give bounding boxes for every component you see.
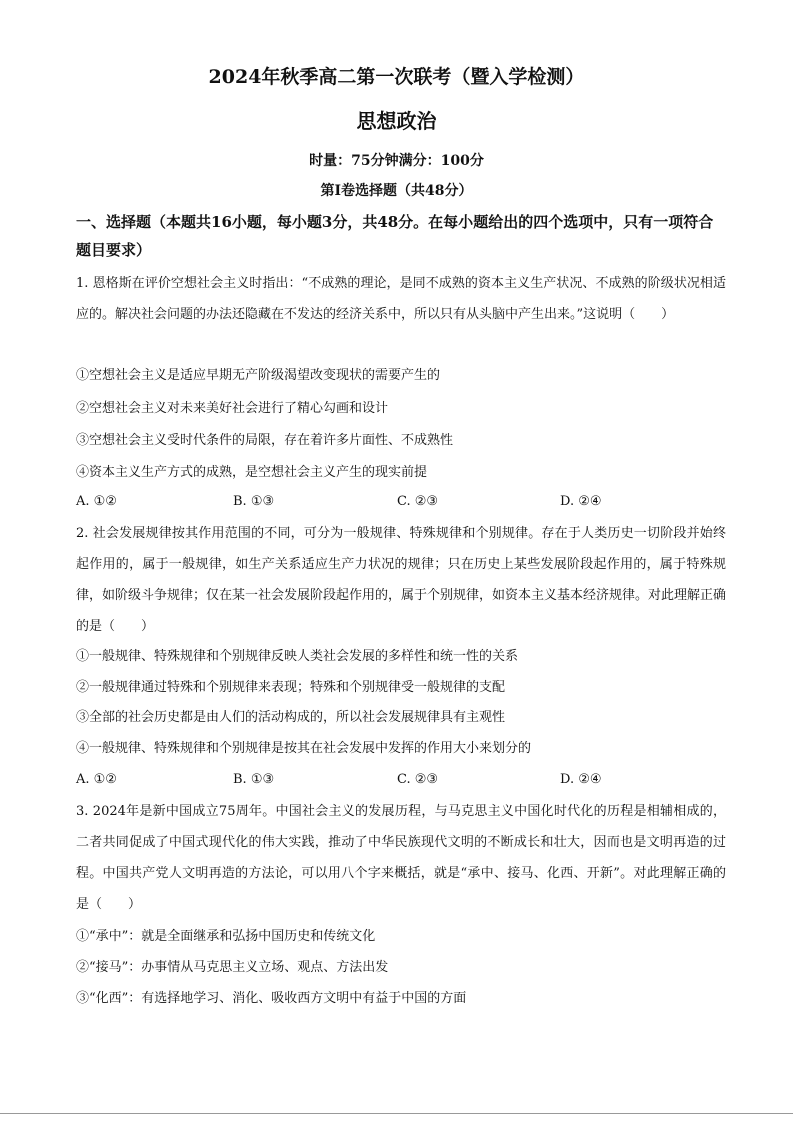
question-2-choice-c: C. ②③ [397, 772, 439, 787]
page-bottom-divider [0, 1113, 793, 1114]
time-score-line: 时量：75分钟满分：100分 [309, 153, 484, 169]
section-heading: 一、选择题（本题共16小题，每小题3分，共48分。在每小题给出的四个选项中，只有一项符合题目要求） [76, 213, 714, 259]
question-1-option-1: ①空想社会主义是适应早期无产阶级渴望改变现状的需要产生的 [76, 368, 441, 383]
question-1-choice-b: B. ①③ [233, 494, 275, 509]
question-1-choice-d: D. ②④ [560, 494, 602, 509]
volume-heading: 第Ⅰ卷选择题（共48分） [320, 183, 473, 199]
question-1-option-3: ③空想社会主义受时代条件的局限，存在着许多片面性、不成熟性 [76, 433, 454, 448]
question-1-option-2: ②空想社会主义对未来美好社会进行了精心勾画和设计 [76, 401, 389, 416]
question-2-choice-b: B. ①③ [233, 772, 275, 787]
question-1-choice-a: A. ①② [76, 494, 117, 509]
question-2-option-4: ④一般规律、特殊规律和个别规律是按其在社会发展中发挥的作用大小来划分的 [76, 741, 532, 756]
question-1-stem: 1. 恩格斯在评价空想社会主义时指出：“不成熟的理论，是同不成熟的资本主义生产状况、不成熟的阶级状况相适应的。解决社会问题的办法还隐藏在不发达的经济关系中，所以只有从头脑中产生出来。”这说明（ ） [76, 276, 726, 322]
subject-title: 思想政治 [356, 109, 437, 133]
question-2-option-2: ②一般规律通过特殊和个别规律来表现；特殊和个别规律受一般规律的支配 [76, 680, 506, 695]
question-2-choice-d: D. ②④ [560, 772, 602, 787]
question-3-option-3: ③“化西”：有选择地学习、消化、吸收西方文明中有益于中国的方面 [76, 991, 467, 1006]
question-2-option-3: ③全部的社会历史都是由人们的活动构成的，所以社会发展规律具有主观性 [76, 710, 506, 725]
question-2-option-1: ①一般规律、特殊规律和个别规律反映人类社会发展的多样性和统一性的关系 [76, 649, 519, 664]
question-3-stem: 3. 2024年是新中国成立75周年。中国社会主义的发展历程，与马克思主义中国化时代化的历程是相辅相成的，二者共同促成了中国式现代化的伟大实践，推动了中华民族现代文明的不断成长和壮大，因而也是文明再造的过程。中国共产党人文明再造的方法论，可以用八个字来概括，就是“承中、接马、化西、开新”。对此理解正确的是（ ） [76, 804, 726, 912]
exam-title: 2024年秋季高二第一次联考（暨入学检测） [208, 66, 585, 88]
question-1-option-4: ④资本主义生产方式的成熟，是空想社会主义产生的现实前提 [76, 465, 428, 480]
question-2-stem: 2. 社会发展规律按其作用范围的不同，可分为一般规律、特殊规律和个别规律。存在于人类历史一切阶段并始终起作用的，属于一般规律，如生产关系适应生产力状况的规律；只在历史上某些发展阶段起作用的，属于特殊规律，如阶级斗争规律；仅在某一社会发展阶段起作用的，属于个别规律，如资本主义基本经济规律。对此理解正确的是（ ） [76, 526, 727, 634]
question-3-option-2: ②“接马”：办事情从马克思主义立场、观点、方法出发 [76, 960, 389, 975]
question-1-choice-c: C. ②③ [397, 494, 439, 509]
question-2-choice-a: A. ①② [76, 772, 117, 787]
question-3-option-1: ①“承中”：就是全面继承和弘扬中国历史和传统文化 [76, 929, 376, 944]
